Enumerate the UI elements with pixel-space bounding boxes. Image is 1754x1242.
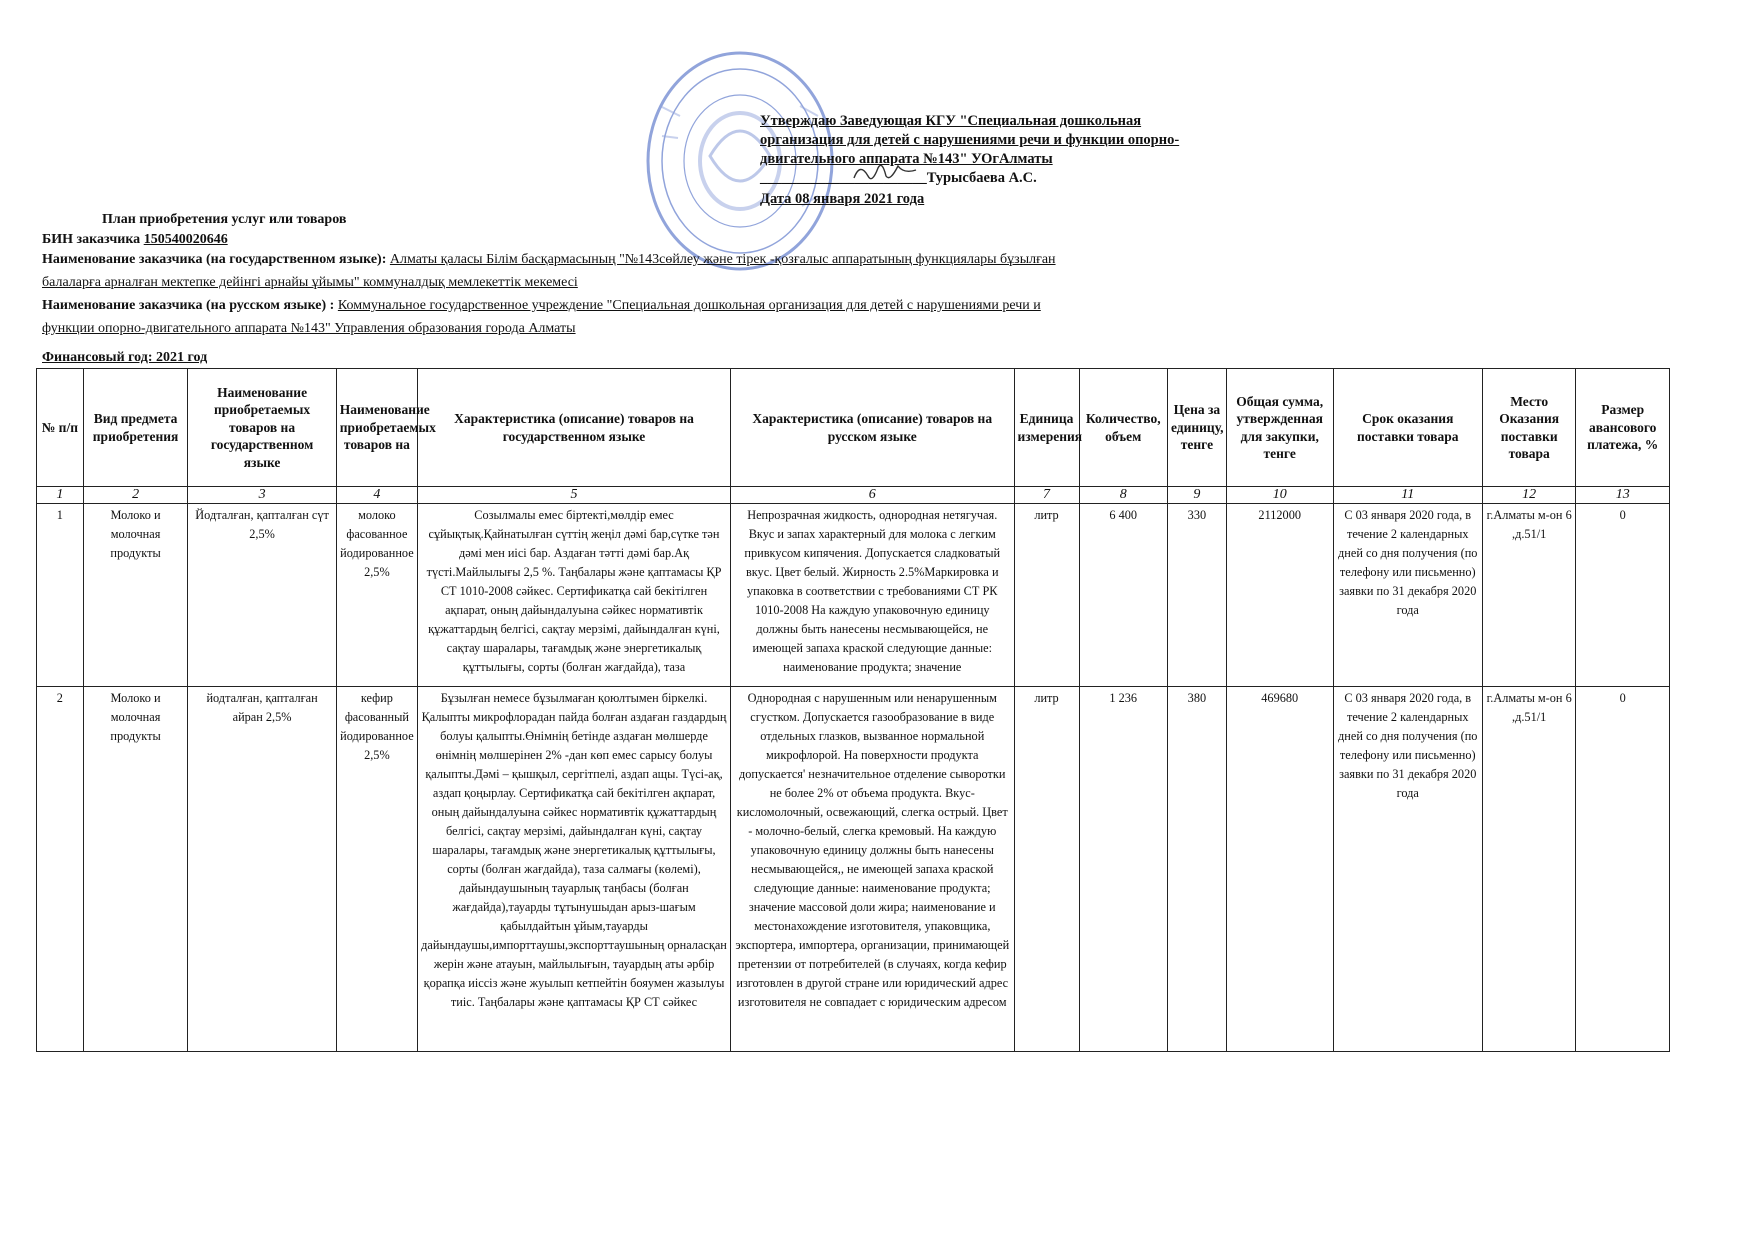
table-row [37,504,1670,687]
document-header [42,210,1212,339]
approval-line-1: Утверждаю Заведующая КГУ "Специальная дошкольная [760,113,1142,129]
item-type: Молоко и молочная продукты [83,504,188,687]
item-delivery-term: С 03 января 2020 года, в течение 2 календарных дней со дня получения (по телефону или письменно) заявки по 31 декабря 2020 года [1333,504,1482,687]
approval-signature-line: _______________________Турысбаева А.С. [760,170,1037,186]
item-description-ru [731,504,1015,687]
col-number: 8 [1079,487,1167,504]
name-kz-label: Наименование заказчика (на государственном языке): [42,252,387,267]
column-number-row [37,487,1670,504]
item-description-kz [418,687,731,1052]
item-name-ru: кефир фасованный йодированное 2,5% [336,687,417,1052]
col-number: 1 [37,487,84,504]
col-header: Место Оказания поставки товара [1482,369,1575,487]
approval-line-3: двигательного аппарата №143" УОгАлматы [760,151,1053,167]
col-header: № п/п [37,369,84,487]
col-number: 2 [83,487,188,504]
row-number: 2 [37,687,84,1052]
item-price: 330 [1167,504,1226,687]
item-delivery-place: г.Алматы м-он 6 ,д.51/1 [1482,687,1575,1052]
item-quantity: 6 400 [1079,504,1167,687]
name-ru-value-1: Коммунальное государственное учреждение "Специальная дошкольная организация для детей с нарушениями речи и [337,298,1041,313]
name-kz-line [42,250,1212,270]
description-kz-text: Созылмалы емес біртекті,мөлдір емес сұйықтық.Қайнатылған сүттің жеңіл дәмі бар,сүтке тән дәмі мен иісі бар. Аздаған тәтті дәмі бар.Ақ түсті.Майлылығы 2,5 %. Таңбалары және қаптамасы ҚР СТ 1010-2008 сәйкес. Сертификатқа сай бекітілген ақпарат, оның дайындалуына сәйкес нормативтік құжаттардың белгісі, сақтау мерзімі, дайындалған күні, сақтау шаралары, тағамдық және энергетикалық құттылығы, сорты (болған жағдайда), таза [426,508,722,674]
col-number: 5 [418,487,731,504]
name-kz-value-1: Алматы қаласы Білім басқармасының "№143сөйлеу және тірек -қозғалыс аппаратының функциялары бұзылған [389,252,1056,267]
col-header: Количество, объем [1079,369,1167,487]
approval-date: Дата 08 января 2021 года [760,191,925,207]
row-number: 1 [37,504,84,687]
item-total: 2112000 [1226,504,1333,687]
item-delivery-term: С 03 января 2020 года, в течение 2 календарных дней со дня получения (по телефону или письменно) заявки по 31 декабря 2020 года [1333,687,1482,1052]
approval-line-2: организация для детей с нарушениями речи и функции опорно- [760,132,1180,148]
col-number: 7 [1014,487,1079,504]
col-number: 13 [1576,487,1670,504]
item-advance: 0 [1576,504,1670,687]
col-number: 10 [1226,487,1333,504]
item-unit: литр [1014,504,1079,687]
item-description-kz [418,504,731,687]
col-header: Характеристика (описание) товаров на русском языке [731,369,1015,487]
name-kz-value-2: балаларға арналған мектепке дейінгі арнайы ұйымы" коммуналдық мемлекеттік мекемесі [42,275,578,290]
name-ru-label: Наименование заказчика (на русском языке) : [42,298,335,313]
col-header: Размер авансового платежа, % [1576,369,1670,487]
col-number: 9 [1167,487,1226,504]
item-advance: 0 [1576,687,1670,1052]
col-number: 6 [731,487,1015,504]
item-name-ru: молоко фасованное йодированное 2,5% [336,504,417,687]
table-row [37,687,1670,1052]
procurement-table [36,368,1670,1052]
col-header: Наименование приобретаемых товаров на [336,369,417,487]
col-header: Наименование приобретаемых товаров на государственном языке [188,369,336,487]
col-header: Срок оказания поставки товара [1333,369,1482,487]
col-header: Единица измерения [1014,369,1079,487]
name-ru-line [42,293,1212,316]
item-quantity: 1 236 [1079,687,1167,1052]
description-ru-text: Непрозрачная жидкость, однородная нетягучая. Вкус и запах характерный для молока с легким привкусом кипячения. Допускается сладковатый вкус. Цвет белый. Жирность 2.5%Маркировка и упаковка в соответствии с требованиями СТ РК 1010-2008 На каждую упаковочную единицу должны быть нанесены несмывающейся, не имеющей запаха краской следующие данные: наименование продукта; значение [744,508,1001,674]
col-header: Цена за единицу, тенге [1167,369,1226,487]
bin-value: 150540020646 [143,232,228,247]
item-name-kz: Йодталған, қапталған сүт 2,5% [188,504,336,687]
col-header: Вид предмета приобретения [83,369,188,487]
item-total: 469680 [1226,687,1333,1052]
item-delivery-place: г.Алматы м-он 6 ,д.51/1 [1482,504,1575,687]
col-header: Характеристика (описание) товаров на государственном языке [418,369,731,487]
bin-line [42,230,1212,250]
item-description-ru [731,687,1015,1052]
page-title: План приобретения услуг или товаров [102,212,347,227]
col-number: 11 [1333,487,1482,504]
col-number: 4 [336,487,417,504]
col-number: 3 [188,487,336,504]
item-type: Молоко и молочная продукты [83,687,188,1052]
item-name-kz: йодталған, қапталған айран 2,5% [188,687,336,1052]
table-header-row [37,369,1670,487]
description-kz-text: Бұзылған немесе бұзылмаған қоюлтымен біркелкі. Қалыпты микрофлорадан пайда болған аздаған газдардың болуы қалыпты.Өнімнің бетінде аздаған мөлшерде өнімнің мөлшерінен 2% -дан көп емес сарысу болуы қалыпты.Дәмі – қышқыл, сергітпелі, аздап ащы. Түсі-ақ, аздап қоңырлау. Сертификатқа сай бекітілген ақпарат, оның дайындалуына сәйкес нормативтік құжаттардың белгісі, сақтау мерзімі, дайындалған күні, сақтау шаралары, тағамдық және энергетикалық құттылығы, сорты (болған жағдайда), таза салмағы (көлемі), дайындаушының тауарлық таңбасы (болған жағдайда),тауарды тұтынушыдан арыз-шағым қабылдайтын ұйым,тауарды дайындаушы,импорттаушы,экспорттаушының орналасқан жерін және атауын, майлылығын, тауардың аты әрбір қорапқа иіссіз және жуылып кетпейтін бояумен жазылуы тиіс. Таңбалары және қаптамасы ҚР СТ сәйкес [421,691,727,1009]
item-unit: литр [1014,687,1079,1052]
approval-block [760,112,1230,209]
description-ru-text: Однородная с нарушенным или ненарушенным сгустком. Допускается газообразование в виде отдельных глазков, вызванное нормальной микрофлорой. На поверхности продукта допускается' незначительное отделение сыворотки не более 2% от объема продукта. Вкус-кисломолочный, освежающий, слегка острый. Цвет - молочно-белый, слегка кремовый. На каждую упаковочную единицу должны быть нанесены несмывающейся,, не имеющей запаха краской следующие данные: наименование продукта; значение массовой доли жира; наименование и местонахождение изготовителя, упаковщика, экспортера, импортера, организации, принимающей претензии от потребителей (в случаях, когда кефир изготовлен в другой стране или юридический адрес изготовителя не совпадает с юридическим адресом [735,691,1010,1009]
bin-label: БИН заказчика [42,232,141,247]
name-ru-value-2: функции опорно-двигательного аппарата №143" Управления образования города Алматы [42,321,576,336]
item-price: 380 [1167,687,1226,1052]
financial-year: Финансовый год: 2021 год [42,350,208,365]
col-header: Общая сумма, утвержденная для закупки, тенге [1226,369,1333,487]
col-number: 12 [1482,487,1575,504]
